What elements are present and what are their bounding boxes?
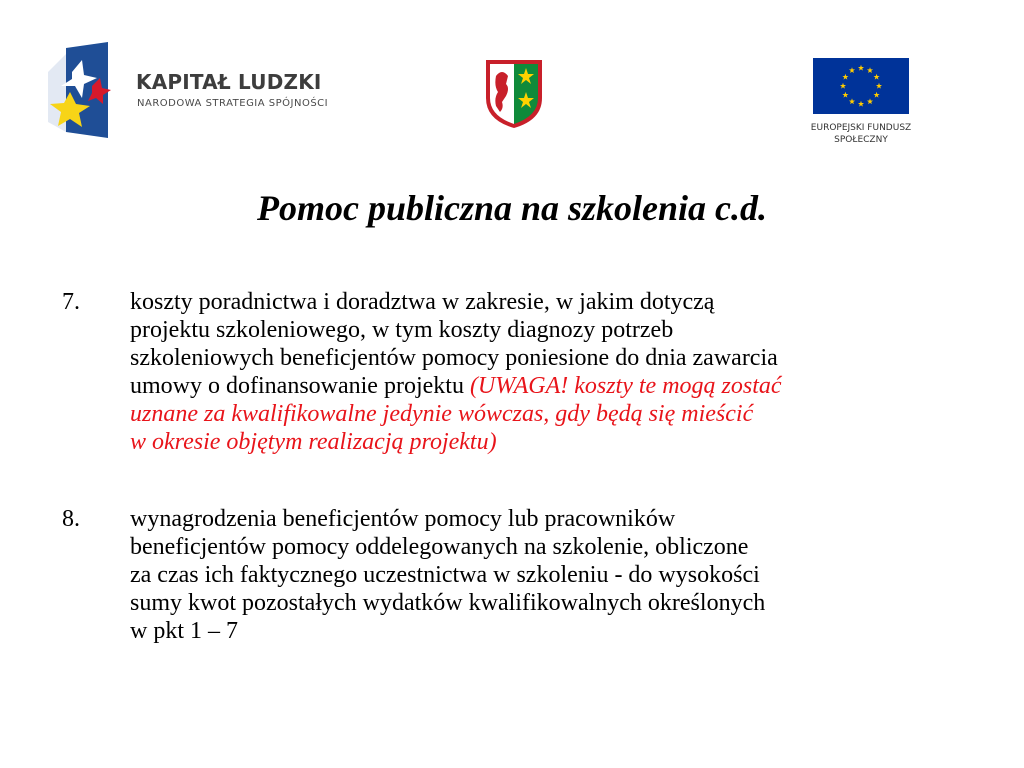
item-text	[130, 288, 962, 456]
item-line: wynagrodzenia beneficjentów pomocy lub pracowników	[130, 506, 676, 532]
item-line: w pkt 1 – 7	[130, 618, 238, 644]
item-line: szkoleniowych beneficjentów pomocy poniesione do dnia zawarcia	[130, 345, 778, 371]
item-line: projektu szkoleniowego, w tym koszty diagnozy potrzeb	[130, 317, 674, 343]
list-item-8	[62, 505, 962, 645]
eu-logo	[796, 58, 926, 150]
eu-caption-line1: EUROPEJSKI FUNDUSZ	[810, 123, 912, 133]
eu-flag-icon	[813, 58, 909, 114]
item-line: beneficjentów pomocy oddelegowanych na szkolenie, obliczone	[130, 534, 749, 560]
slide-title: Pomoc publiczna na szkolenia c.d.	[256, 188, 768, 228]
item-text	[130, 505, 962, 645]
eu-fund-caption	[796, 122, 926, 146]
coat-of-arms-icon	[484, 58, 544, 130]
item-line: sumy kwot pozostałych wydatków kwalifikowalnych określonych	[130, 590, 766, 616]
note-text: (UWAGA! koszty te mogą zostać	[469, 373, 782, 399]
item-line: umowy o dofinansowanie projektu	[130, 373, 470, 399]
kapital-ludzki-logo	[48, 42, 368, 138]
item-number: 7.	[62, 289, 80, 315]
eu-caption-line2: SPOŁECZNY	[834, 135, 888, 145]
note-line: w okresie objętym realizacją projektu)	[130, 429, 497, 455]
item-line-with-note	[130, 372, 962, 400]
kapital-ludzki-icon	[48, 42, 132, 138]
note-line: uznane za kwalifikowalne jedynie wówczas, gdy będą się mieścić	[130, 401, 754, 427]
item-line: koszty poradnictwa i doradztwa w zakresie, w jakim dotyczą	[130, 289, 715, 315]
item-line: za czas ich faktycznego uczestnictwa w szkoleniu - do wysokości	[130, 562, 760, 588]
item-number: 8.	[62, 506, 80, 532]
list-item-7	[62, 288, 962, 456]
kapital-ludzki-title: KAPITAŁ LUDZKI	[136, 70, 322, 94]
kapital-ludzki-subtitle: NARODOWA STRATEGIA SPÓJNOŚCI	[137, 98, 329, 109]
